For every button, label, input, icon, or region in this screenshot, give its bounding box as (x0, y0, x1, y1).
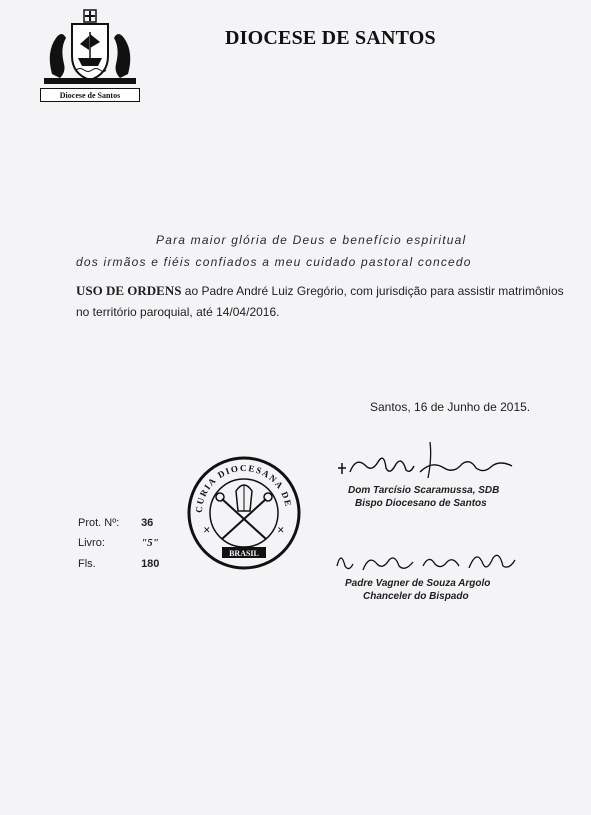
curia-seal (186, 455, 302, 571)
seal-stamp-icon (186, 455, 302, 571)
pages-label: Fls. (78, 558, 96, 570)
svg-text:CURIA DIOCESANA DE SANTOS (186, 455, 294, 513)
book-label: Livro: (78, 537, 105, 549)
protocol-value: 36 (141, 517, 154, 529)
book-value: "5" (141, 537, 159, 549)
bishop-signature (336, 438, 516, 486)
svg-text:✕: ✕ (203, 525, 211, 535)
coat-of-arms-icon (40, 8, 140, 88)
grant-text: ao Padre André Luiz Gregório, com jurisdição para assistir matrimônios (181, 284, 564, 298)
grant-title: USO DE ORDENS (76, 283, 182, 298)
bishop-role: Bispo Diocesano de Santos (355, 498, 487, 509)
protocol-pages (78, 558, 159, 570)
handwritten-signature-icon (336, 438, 516, 486)
chancellor-role: Chanceler do Bispado (363, 591, 469, 602)
intro-line-2: dos irmãos e fiéis confiados a meu cuidado pastoral concedo (76, 255, 472, 269)
seal-text: CURIA DIOCESANA DE (193, 462, 294, 514)
grant-line-1 (76, 283, 564, 299)
diocese-title: DIOCESE DE SANTOS (225, 27, 436, 49)
chancellor-signature (333, 540, 518, 578)
protocol-number (78, 517, 153, 529)
protocol-book (78, 537, 159, 549)
diocese-coat-of-arms (40, 8, 140, 104)
pages-value: 180 (141, 558, 160, 570)
bishop-name: Dom Tarcísio Scaramussa, SDB (348, 485, 500, 496)
coat-of-arms-banner: Diocese de Santos (40, 88, 140, 102)
protocol-label: Prot. Nº: (78, 517, 120, 529)
grant-line-2: no território paroquial, até 14/04/2016. (76, 305, 280, 319)
document-date: Santos, 16 de Junho de 2015. (370, 400, 531, 414)
handwritten-signature-icon (333, 540, 518, 578)
svg-text:✕: ✕ (277, 525, 285, 535)
seal-bottom-text: BRASIL (229, 549, 259, 558)
intro-line-1: Para maior glória de Deus e benefício espiritual (156, 233, 467, 247)
chancellor-name: Padre Vagner de Souza Argolo (345, 578, 491, 589)
